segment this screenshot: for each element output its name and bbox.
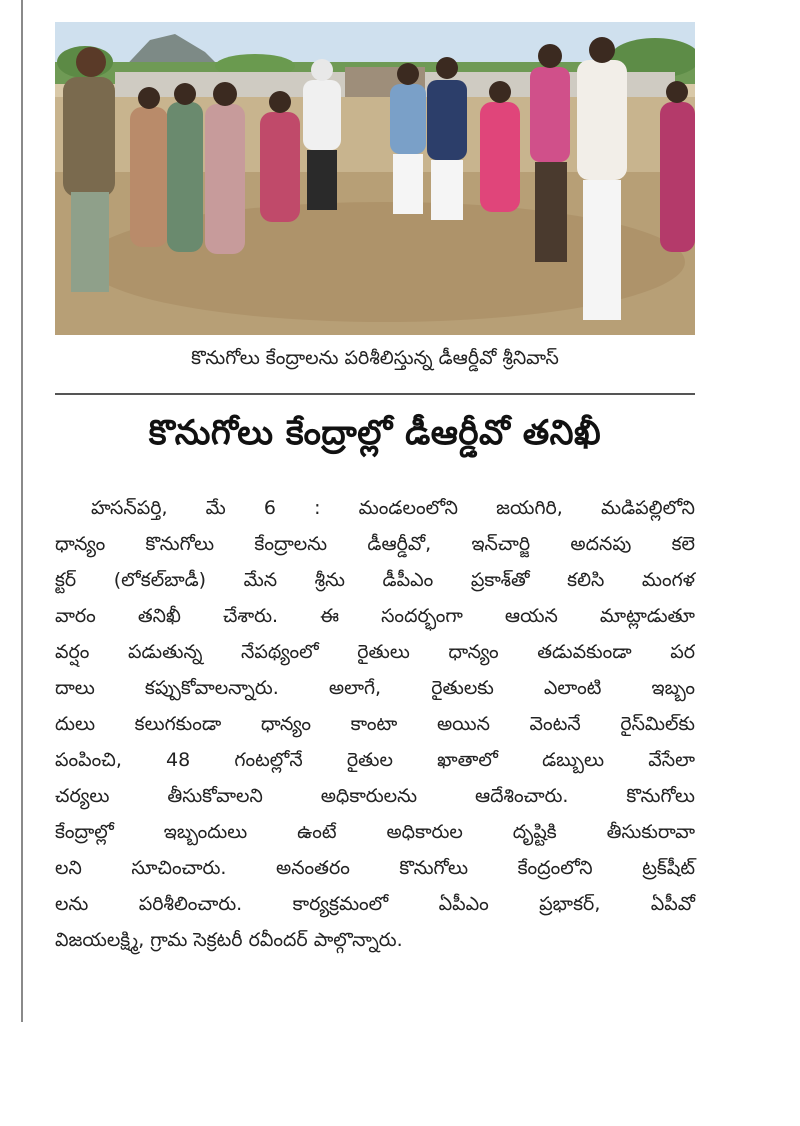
body-line: దాలు కప్పుకోవాలన్నారు. అలాగే, రైతులకు ఎలాంటి ఇబ్బం: [55, 677, 695, 699]
body-line: లను పరిశీలించారు. కార్యక్రమంలో ఏపీఎం ప్రభాకర్, ఏపీవో: [55, 893, 695, 915]
body-line: హసన్‌పర్తి, మే 6 : మండలంలోని జయగిరి, మడిపల్లిలోని: [91, 497, 695, 519]
body-line: క్టర్ (లోకల్‌బాడీ) మేన శ్రీను డీపీఎం ప్రకాశ్‌తో కలిసి మంగళ: [55, 569, 695, 591]
body-line: పంపించి, 48 గంటల్లోనే రైతుల ఖాతాలో డబ్బులు వేసేలా: [55, 749, 695, 771]
body-line: వారం తనిఖీ చేశారు. ఈ సందర్భంగా ఆయన మాట్లాడుతూ: [55, 605, 695, 627]
column-divider: [21, 0, 23, 1022]
body-line: దులు కలుగకుండా ధాన్యం కాంటా అయిన వెంటనే రైస్‌మిల్‌కు: [55, 713, 695, 735]
body-line: ధాన్యం కొనుగోలు కేంద్రాలను డీఆర్డీవో, ఇన్‌చార్జి అదనపు కలె: [55, 533, 695, 555]
article-body: [55, 490, 695, 958]
body-line: లని సూచించారు. అనంతరం కొనుగోలు కేంద్రంలోని ట్రక్‌షీట్: [55, 857, 695, 879]
photo-caption: కొనుగోలు కేంద్రాలను పరిశీలిస్తున్న డీఆర్డీవో శ్రీనివాస్: [191, 347, 559, 369]
news-photo: [55, 22, 695, 335]
article-headline: కొనుగోలు కేంద్రాల్లో డీఆర్డీవో తనిఖీ: [148, 413, 602, 453]
body-line: కేంద్రాల్లో ఇబ్బందులు ఉంటే అధికారుల దృష్టికి తీసుకురావా: [55, 821, 695, 843]
headline-divider: [55, 393, 695, 395]
body-line: వర్షం పడుతున్న నేపథ్యంలో రైతులు ధాన్యం తడువకుండా పర: [55, 641, 695, 663]
body-line: విజయలక్ష్మి, గ్రామ సెక్రటరీ రవీందర్ పాల్గొన్నారు.: [55, 929, 403, 951]
body-line: చర్యలు తీసుకోవాలని అధికారులను ఆదేశించారు. కొనుగోలు: [55, 785, 695, 807]
